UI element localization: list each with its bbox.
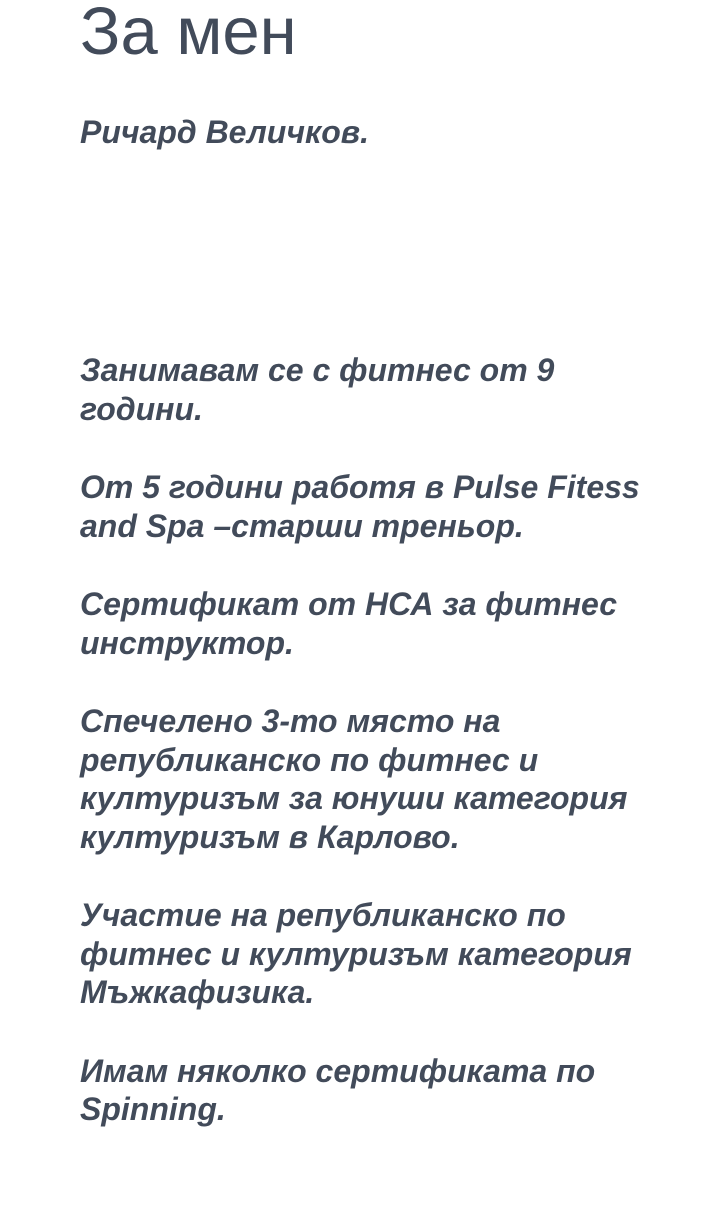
page-title: За мен [80, 0, 297, 69]
trainer-name: Ричард Величков. [80, 114, 369, 150]
bio-item-current-job: От 5 години работя в Pulse Fitess and Spa –старши треньор. [80, 469, 640, 544]
bio-item-spinning: Имам няколко сертификата по Spinning. [80, 1052, 596, 1127]
bio-list [80, 351, 660, 1129]
bio-item-award: Спечелено 3-то място на републиканско по фитнес и културизъм за юнуши категория културизъм в Карлово. [80, 703, 628, 855]
bio-item-competition: Участие на републиканско по фитнес и културизъм категория Мъжкафизика. [80, 897, 632, 1010]
bio-item-experience: Занимавам се с фитнес от 9 години. [80, 352, 555, 427]
bio-item-certificate: Сертификат от НСА за фитнес инструктор. [80, 586, 618, 661]
